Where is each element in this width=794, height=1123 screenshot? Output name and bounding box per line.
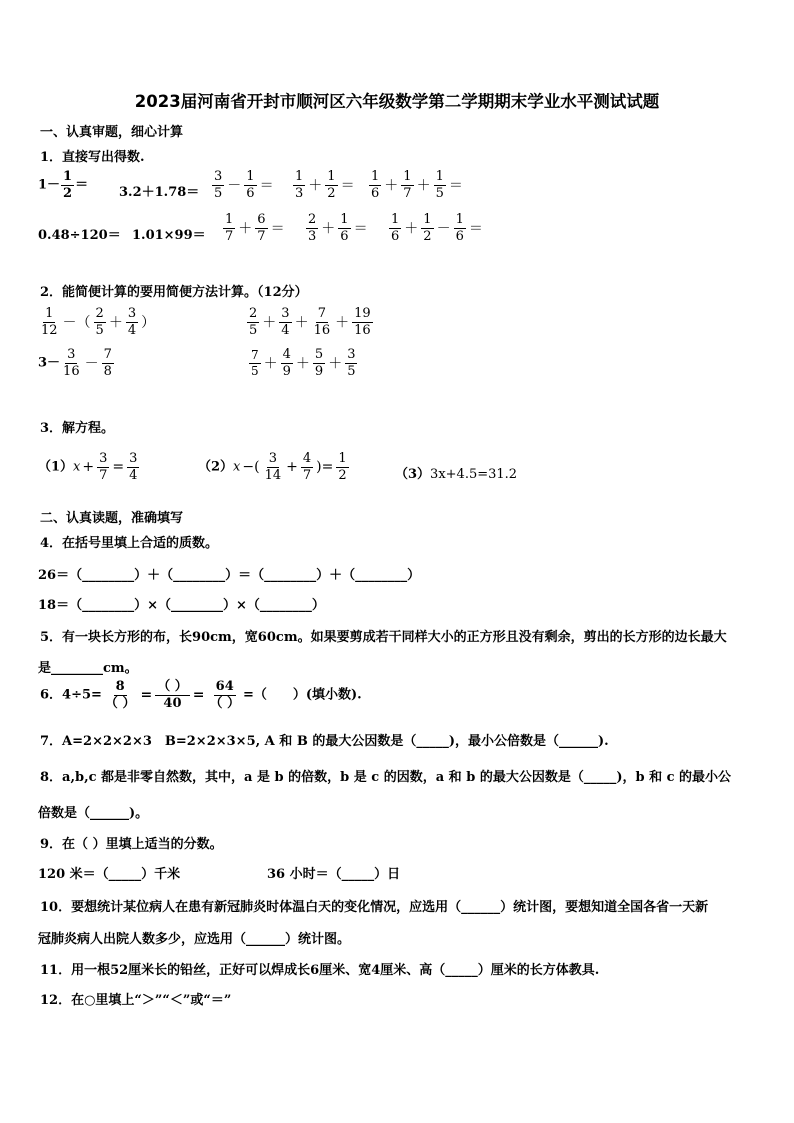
q3-equation-1 [38, 452, 140, 482]
math-token: 9 [282, 363, 291, 379]
math-token: 3 [99, 451, 108, 466]
question-4-label: 4．在括号里填上合适的质数。 [40, 536, 219, 551]
math-token: )= [316, 459, 334, 476]
math-token: 4 [129, 467, 138, 483]
math-token: 3－ [38, 355, 61, 371]
math-token: （ ） [157, 679, 188, 694]
fraction [279, 307, 291, 337]
math-token: 1 [327, 169, 336, 184]
math-token: 16 [63, 363, 80, 379]
math-token: ＝ [259, 178, 274, 195]
fraction [336, 452, 348, 482]
math-token: 7 [403, 185, 412, 201]
math-token: － [84, 356, 99, 373]
math-token: + [286, 459, 298, 476]
math-token: 7 [99, 467, 108, 483]
question-10-line-1: 10．要想统计某位病人在患有新冠肺炎时体温白天的变化情况，应选用（______）统计图，要想知道全国各省一天新 [40, 900, 709, 915]
math-token: 7 [103, 347, 112, 362]
math-token: 12 [41, 322, 58, 338]
math-token: （3） [395, 467, 431, 482]
fraction [249, 349, 261, 377]
math-token: （1） [38, 459, 74, 475]
numerator: 1 [63, 169, 73, 184]
math-token: （ ） [104, 695, 136, 711]
expr-text: 1－ [38, 177, 61, 193]
q2-calc-1 [38, 307, 157, 337]
q1-expr-5 [368, 170, 465, 200]
math-token: 3x+4.5=31.2 [430, 467, 518, 482]
math-token: 2 [423, 228, 432, 244]
fraction [102, 348, 114, 378]
q2-calc-3 [38, 348, 115, 378]
math-token: ＋ [384, 178, 399, 195]
math-token: 2 [249, 306, 258, 321]
math-token: －（ [62, 315, 91, 332]
math-token: −( [242, 459, 260, 476]
q2-calc-2 [246, 307, 374, 337]
math-token: 6 [391, 228, 400, 244]
math-token: 4 [302, 451, 312, 466]
math-token: 5 [435, 185, 444, 201]
math-token: 6 [455, 228, 464, 244]
fraction [421, 213, 433, 243]
math-token: ＋ [108, 315, 123, 332]
math-token: 7 [257, 228, 266, 244]
math-token: ＝ [340, 178, 355, 195]
q1-expr-6: 0.48÷120＝ [38, 228, 121, 243]
fraction [207, 680, 242, 710]
math-token: 8 [103, 363, 112, 379]
fraction [345, 348, 357, 378]
q1-expr-2: 3.2＋1.78＝ [119, 185, 200, 200]
question-1-label: 1．直接写出得数. [40, 150, 145, 165]
math-token: 19 [354, 306, 371, 321]
math-token: ＝ [448, 178, 463, 195]
math-token: x [233, 459, 241, 475]
math-token: 5 [314, 347, 324, 362]
question-2-label: 2．能简便计算的要用简便方法计算。（12分） [40, 285, 308, 300]
fraction [338, 213, 350, 243]
math-token: 7 [317, 306, 326, 321]
fraction [454, 213, 466, 243]
math-token: 40 [163, 695, 182, 711]
math-token: ＋ [308, 178, 323, 195]
q1-expr-4 [292, 170, 357, 200]
math-token: 2 [308, 212, 317, 227]
math-token: 3 [67, 347, 76, 362]
fraction [255, 213, 267, 243]
math-token: 7 [225, 228, 234, 244]
q1-expr-10 [388, 213, 485, 243]
math-token: = [140, 687, 153, 704]
math-token: ＋ [321, 221, 336, 238]
fraction [61, 170, 74, 200]
math-token: ＋ [263, 356, 278, 373]
math-token: ＋ [295, 356, 310, 373]
math-token: 6 [246, 185, 255, 201]
q4-line-2: 18＝（________）×（________）×（________） [38, 598, 325, 613]
math-token: 6 [257, 212, 266, 227]
fraction [281, 348, 293, 378]
q1-expr-8 [222, 213, 287, 243]
math-token: = [192, 687, 205, 704]
math-token: 3 [127, 306, 137, 321]
math-token: 1 [295, 169, 304, 184]
question-9-label: 9．在（ ）里填上适当的分数。 [40, 837, 223, 852]
math-token: 2 [327, 185, 336, 201]
math-token: 5 [249, 322, 258, 338]
fraction [126, 307, 138, 337]
fraction [325, 170, 337, 200]
fraction [369, 170, 381, 200]
math-token: ＝ [270, 221, 285, 238]
fraction [401, 170, 413, 200]
math-token: ＋ [404, 221, 419, 238]
math-token: 1 [403, 169, 412, 184]
math-token: 8 [115, 679, 125, 694]
question-12: 12．在○里填上“＞”“＜”或“＝” [40, 993, 232, 1008]
math-token: 6．4÷5= [40, 687, 102, 703]
math-token: 5 [214, 185, 223, 201]
math-token: 1 [246, 169, 255, 184]
math-token: 3 [295, 185, 304, 201]
math-token: 6 [371, 185, 380, 201]
math-token: 14 [264, 467, 282, 483]
question-10-line-2: 冠肺炎病人出院人数多少，应选用（______）统计图。 [38, 932, 351, 947]
math-token: 4 [281, 322, 290, 338]
math-token: ） [141, 315, 156, 332]
math-token: 1 [391, 212, 400, 227]
math-token: （ ） [209, 695, 240, 711]
math-token: （2） [198, 459, 234, 475]
denominator: 2 [63, 185, 73, 201]
math-token: = [112, 459, 125, 476]
math-token: ＋ [328, 356, 343, 373]
math-token: 64 [215, 679, 234, 694]
question-6 [40, 680, 362, 710]
math-token: ＋ [416, 178, 431, 195]
fraction [94, 307, 106, 337]
math-token: 7 [251, 348, 259, 363]
fraction [103, 680, 138, 710]
math-token: ＋ [294, 315, 309, 332]
q9-item-b: 36 小时＝（_____）日 [267, 867, 401, 882]
q1-expr-9 [305, 213, 370, 243]
question-8-line-2: 倍数是（______)。 [38, 806, 149, 821]
fraction [352, 307, 373, 337]
fraction [434, 170, 446, 200]
math-token: 3 [308, 228, 317, 244]
math-token: 4 [282, 347, 291, 362]
math-token: 1 [371, 169, 380, 184]
fraction [313, 348, 325, 378]
math-token: 3 [214, 169, 223, 184]
fraction [263, 452, 284, 482]
math-token: 1 [225, 212, 234, 227]
page-title: 2023届河南省开封市顺河区六年级数学第二学期期末学业水平测试试题 [134, 92, 660, 111]
math-token: 1 [340, 212, 349, 227]
fraction [244, 170, 256, 200]
q2-calc-4 [248, 348, 358, 378]
math-token: 1 [338, 451, 347, 466]
fraction [212, 170, 224, 200]
math-token: － [227, 178, 242, 195]
math-token: 3 [347, 347, 356, 362]
question-5-line-1: 5．有一块长方形的布，长90cm，宽60cm。如果要剪成若干同样大小的正方形且没有剩余，剪出的长方形的边长最大 [40, 630, 727, 645]
math-token: 1 [455, 212, 464, 227]
section-heading-1: 一、认真审题，细心计算 [40, 125, 184, 140]
math-token: + [82, 459, 95, 476]
math-token: ＋ [335, 315, 350, 332]
math-token: 1 [45, 306, 54, 321]
math-token: 3 [281, 306, 290, 321]
math-token: 5 [95, 322, 104, 338]
fraction [61, 348, 82, 378]
math-token: 1 [435, 169, 444, 184]
fraction [293, 170, 305, 200]
fraction [127, 452, 139, 482]
q4-line-1: 26＝（________）＋（________）＝（________）＋（________） [38, 568, 421, 583]
math-token: ＝ [353, 221, 368, 238]
fraction [155, 680, 190, 710]
question-11: 11．用一根52厘米长的铅丝，正好可以焊成长6厘米、宽4厘米、高（_____）厘米的长方体教具. [40, 963, 600, 978]
math-token: － [436, 221, 451, 238]
q1-expr-3 [211, 170, 276, 200]
math-token: 7 [302, 467, 312, 483]
fraction [223, 213, 235, 243]
question-7: 7．A=2×2×2×3 B=2×2×3×5, A 和 B 的最大公因数是（_____)，最小公倍数是（______). [40, 734, 609, 749]
math-token: 5 [347, 363, 356, 379]
math-token: 2 [338, 467, 347, 483]
q1-expr-1 [38, 170, 88, 200]
question-5-line-2: 是________cm。 [38, 661, 138, 676]
math-token: 16 [313, 322, 331, 338]
q1-expr-7: 1.01×99＝ [132, 228, 206, 243]
math-token: 9 [314, 363, 324, 379]
fraction [39, 307, 60, 337]
question-3-label: 3．解方程。 [40, 421, 115, 436]
math-token: 2 [95, 306, 104, 321]
fraction [389, 213, 401, 243]
q3-equation-2 [198, 452, 350, 482]
math-token: =（ ）(填小数). [242, 687, 362, 703]
math-token: 6 [340, 228, 349, 244]
math-token: 16 [354, 322, 371, 338]
fraction [301, 452, 313, 482]
section-heading-2: 二、认真读题，准确填写 [40, 511, 184, 526]
equals: ＝ [75, 177, 89, 193]
fraction [306, 213, 318, 243]
q3-equation-3 [395, 463, 517, 482]
math-token: ＝ [468, 221, 483, 238]
math-token: ＋ [238, 221, 253, 238]
math-token: ＋ [262, 315, 277, 332]
math-token: 3 [268, 451, 277, 466]
fraction [312, 307, 333, 337]
math-token: 1 [423, 212, 432, 227]
fraction [97, 452, 109, 482]
math-token: x [73, 459, 81, 475]
q9-item-a: 120 米＝（_____）千米 [38, 867, 181, 882]
math-token: 3 [129, 451, 138, 466]
fraction [247, 307, 259, 337]
math-token: 5 [251, 363, 259, 378]
math-token: 4 [127, 322, 137, 338]
question-8-line-1: 8．a,b,c 都是非零自然数，其中，a 是 b 的倍数，b 是 c 的因数，a 和 b 的最大公因数是（_____)，b 和 c 的最小公 [40, 770, 732, 785]
